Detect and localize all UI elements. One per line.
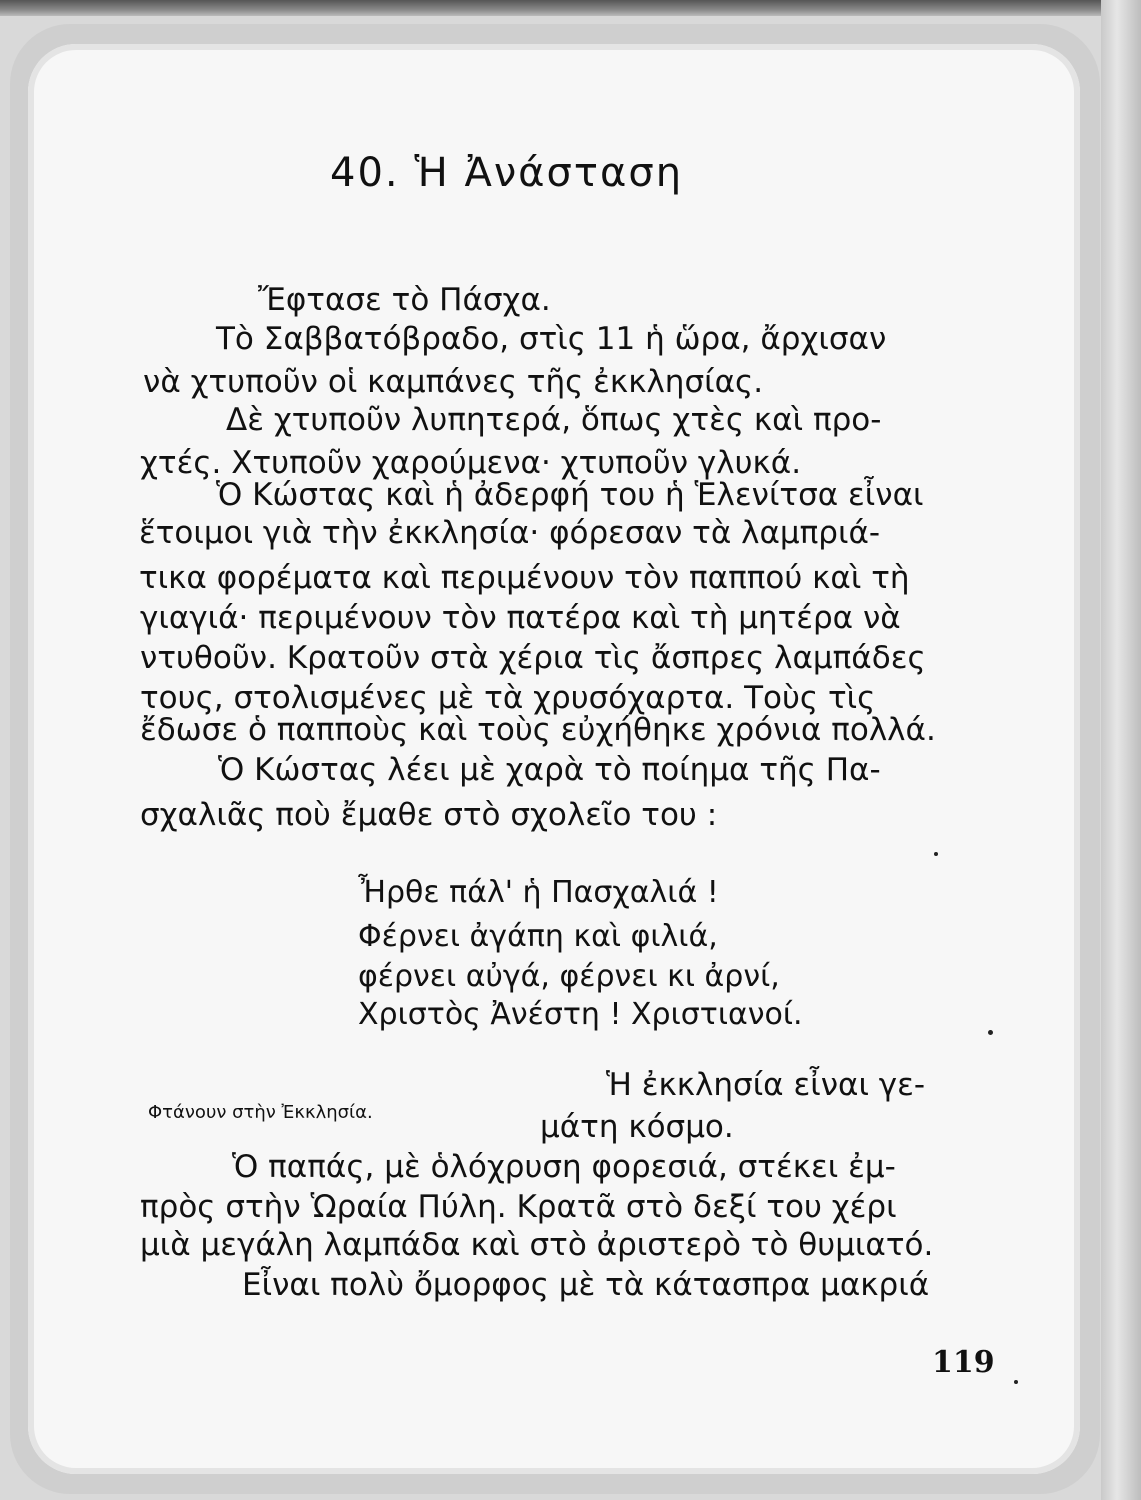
body-line: Ὁ Κώστας καὶ ἡ ἀδερφή του ἡ Ἑλενίτσα εἶναι bbox=[216, 477, 924, 513]
scan-speck bbox=[934, 852, 938, 856]
body-line: ἕτοιμοι γιὰ τὴν ἐκκλησία· φόρεσαν τὰ λαμπριά- bbox=[139, 515, 881, 551]
body-line: Τὸ Σαββατόβραδο, στὶς 11 ἡ ὥρα, ἄρχισαν bbox=[216, 321, 887, 357]
body-line: Δὲ χτυποῦν λυπητερά, ὅπως χτὲς καὶ προ- bbox=[226, 402, 882, 438]
scan-top-edge bbox=[0, 0, 1141, 16]
poem-line: Φέρνει ἀγάπη καὶ φιλιά, bbox=[358, 919, 718, 954]
body-line: Ἡ ἐκκλησία εἶναι γε- bbox=[606, 1067, 926, 1103]
page-number: 119 bbox=[932, 1345, 995, 1380]
body-line: γιαγιά· περιμένουν τὸν πατέρα καὶ τὴ μητέρα νὰ bbox=[140, 600, 901, 636]
body-line: ντυθοῦν. Κρατοῦν στὰ χέρια τὶς ἄσπρες λαμπάδες bbox=[140, 640, 926, 676]
body-line: νὰ χτυποῦν οἱ καμπάνες τῆς ἐκκλησίας. bbox=[143, 364, 764, 400]
body-line: ἔδωσε ὁ παπποὺς καὶ τοὺς εὐχήθηκε χρόνια πολλά. bbox=[140, 712, 936, 748]
body-line: τικα φορέματα καὶ περιμένουν τὸν παππού καὶ τὴ bbox=[139, 560, 910, 596]
body-line: Εἶναι πολὺ ὄμορφος μὲ τὰ κάτασπρα μακριά bbox=[242, 1267, 930, 1303]
body-line: Ὁ Κώστας λέει μὲ χαρὰ τὸ ποίημα τῆς Πα- bbox=[218, 752, 881, 788]
chapter-title: 40. Ἡ Ἀνάσταση bbox=[330, 150, 684, 196]
body-line: Ὁ παπάς, μὲ ὁλόχρυση φορεσιά, στέκει ἐμ- bbox=[232, 1149, 896, 1185]
poem-line: φέρνει αὐγά, φέρνει κι ἀρνί, bbox=[358, 959, 780, 994]
illustration-caption: Φτάνουν στὴν Ἐκκλησία. bbox=[148, 1102, 373, 1123]
body-line: σχαλιᾶς ποὺ ἔμαθε στὸ σχολεῖο του : bbox=[140, 797, 718, 833]
book-spine-edge bbox=[1101, 0, 1141, 1500]
body-line: Ἔφτασε τὸ Πάσχα. bbox=[258, 282, 551, 318]
poem-line: Ἦρθε πάλ' ἡ Πασχαλιά ! bbox=[358, 875, 719, 910]
body-line: χτές. Χτυποῦν χαρούμενα· χτυποῦν γλυκά. bbox=[140, 445, 802, 481]
scan-speck bbox=[988, 1030, 993, 1035]
body-line: μάτη κόσμο. bbox=[540, 1109, 734, 1145]
scan-speck bbox=[1014, 1380, 1018, 1384]
body-line: πρὸς στὴν Ὡραία Πύλη. Κρατᾶ στὸ δεξί του χέρι bbox=[140, 1189, 897, 1225]
body-line: τους, στολισμένες μὲ τὰ χρυσόχαρτα. Τοὺς τὶς bbox=[140, 680, 876, 716]
body-line: μιὰ μεγάλη λαμπάδα καὶ στὸ ἀριστερὸ τὸ θυμιατό. bbox=[140, 1227, 934, 1263]
poem-line: Χριστὸς Ἀνέστη ! Χριστιανοί. bbox=[358, 997, 803, 1032]
